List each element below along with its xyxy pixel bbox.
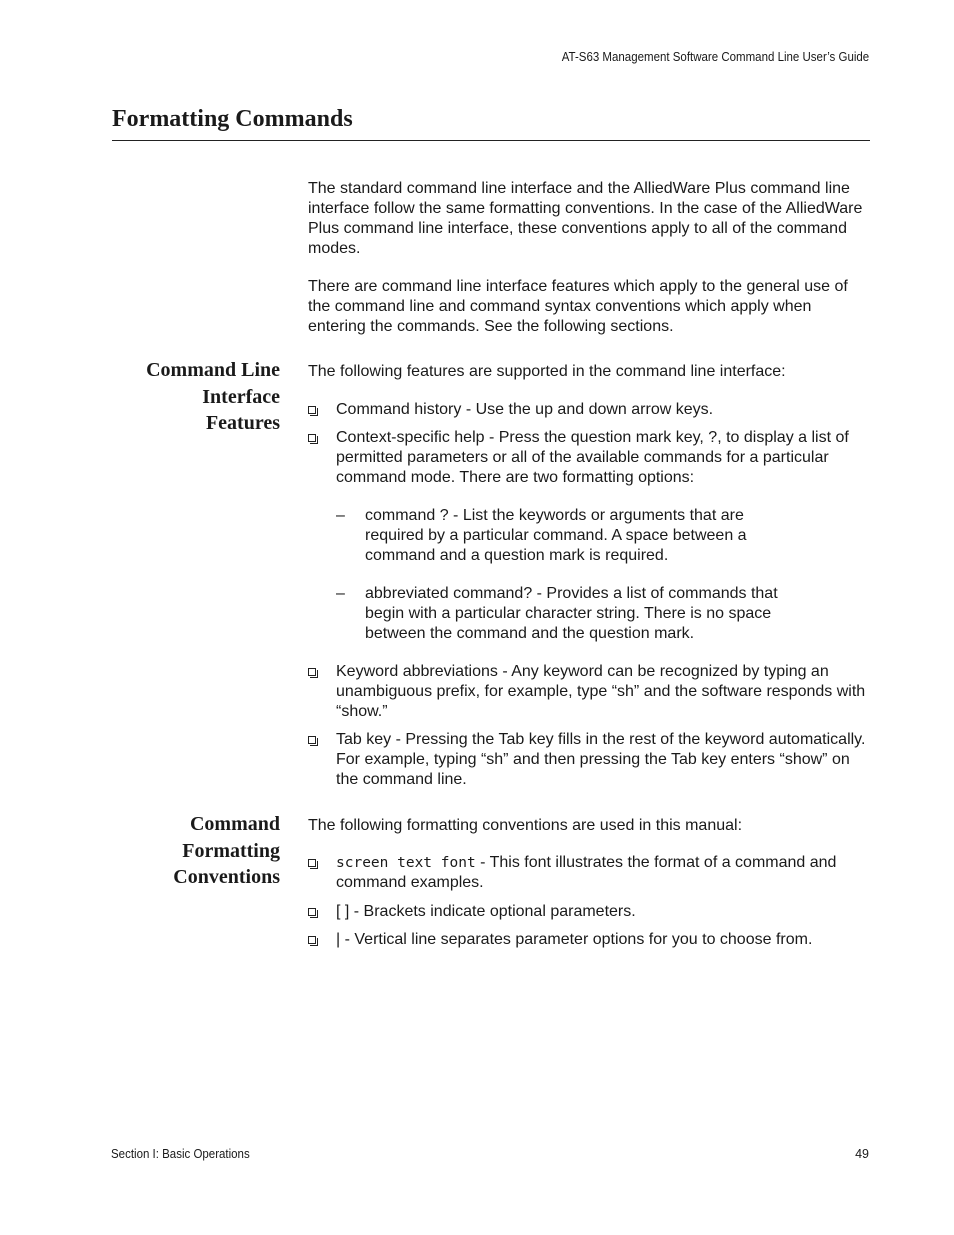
checkbox-bullet-icon <box>308 936 316 944</box>
section-heading-formatting-conventions <box>100 811 280 891</box>
list-item-text: Keyword abbreviations - Any keyword can be recognized by typing an unambiguous prefix, for example, type “sh” and the software responds with “show.” <box>336 663 866 720</box>
list-item-text <box>336 853 873 893</box>
checkbox-bullet-icon <box>308 736 316 744</box>
heading-line: Command <box>189 813 280 835</box>
list-item-text: Tab key - Pressing the Tab key fills in the rest of the keyword automatically. For example, typing “sh” and then pressing the Tab key enters “show” on the command line. <box>336 731 866 788</box>
list-item <box>308 730 873 790</box>
list-item <box>308 853 873 893</box>
sub-list-item-text: abbreviated command? - Provides a list of commands that begin with a particular character string. There is no space between the command and the question mark. <box>365 585 778 642</box>
heading-line: Interface <box>202 385 280 408</box>
checkbox-bullet-icon <box>308 406 316 414</box>
running-header: AT-S63 Management Software Command Line User’s Guide <box>561 50 869 64</box>
intro-paragraph-1: The standard command line interface and the AlliedWare Plus command line interface follow the same formatting conventions. In the case of the AlliedWare Plus command line interface, these conventions apply to all of the command modes. <box>308 180 863 257</box>
section-heading-cli-features <box>100 357 280 437</box>
page-title: Formatting Commands <box>112 106 353 132</box>
heading-line: Features <box>205 412 280 434</box>
sub-list-item <box>336 584 786 644</box>
section2-lead: The following formatting conventions are used in this manual: <box>308 817 743 834</box>
list-item <box>308 400 873 420</box>
dash-bullet: – <box>336 585 345 602</box>
heading-line: Formatting <box>182 839 280 862</box>
list-item-text: Context-specific help - Press the question mark key, ?, to display a list of permitted parameters or all of the available commands for a particular command mode. There are two formatting options: <box>336 429 849 486</box>
code-sample: screen text font <box>336 855 476 871</box>
list-item-text: Command history - Use the up and down arrow keys. <box>336 401 714 418</box>
list-item <box>308 428 873 488</box>
list-item-text-rest: - This font illustrates the format of a command and command examples. <box>336 854 837 891</box>
dash-bullet: – <box>336 507 345 524</box>
page-number: 49 <box>855 1147 869 1161</box>
checkbox-bullet-icon <box>308 434 316 442</box>
section1-lead: The following features are supported in the command line interface: <box>308 363 786 380</box>
title-rule <box>112 140 870 141</box>
heading-line: Command Line <box>146 359 280 381</box>
footer-section-label: Section I: Basic Operations <box>111 1147 250 1161</box>
sub-list-item-text: command ? - List the keywords or arguments that are required by a particular command. A space between a command and a question mark is required. <box>365 507 747 564</box>
list-item-text: | - Vertical line separates parameter options for you to choose from. <box>336 931 813 948</box>
checkbox-bullet-icon <box>308 908 316 916</box>
list-item <box>308 930 873 950</box>
list-item <box>308 662 873 722</box>
checkbox-bullet-icon <box>308 859 316 867</box>
list-item <box>308 902 873 922</box>
list-item-text: [ ] - Brackets indicate optional parameters. <box>336 903 636 920</box>
heading-line: Conventions <box>173 866 280 888</box>
checkbox-bullet-icon <box>308 668 316 676</box>
sub-list-item <box>336 506 786 566</box>
intro-paragraph-2: There are command line interface features which apply to the general use of the command line and command syntax conventions which apply when entering the commands. See the following sections. <box>308 278 848 335</box>
